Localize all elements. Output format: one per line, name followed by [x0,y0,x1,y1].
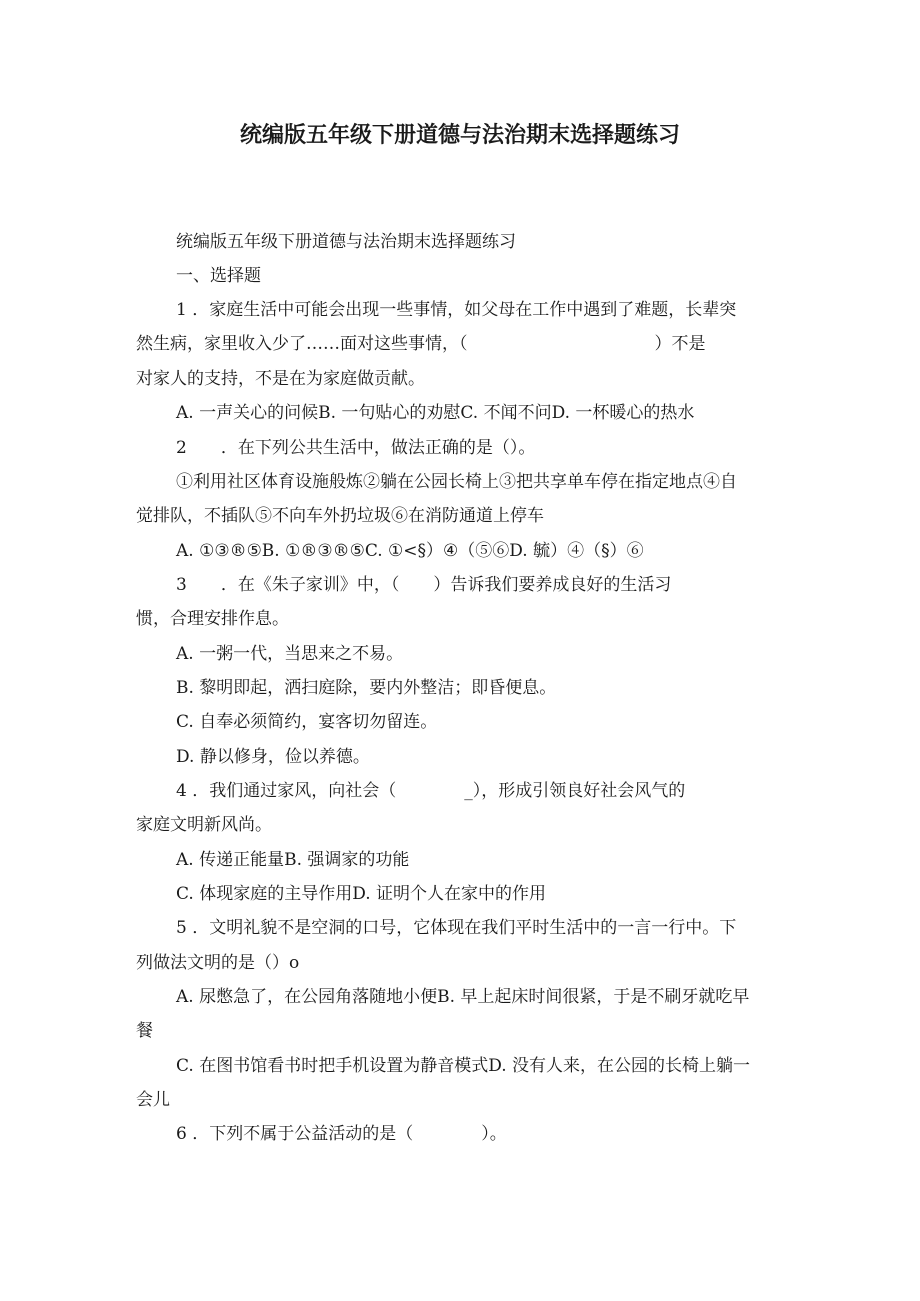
question-3-line-1: 3 ．在《朱子家训》中，（ ）告诉我们要养成良好的生活习 [176,575,672,595]
doc-subtitle: 统编版五年级下册道德与法治期末选择题练习 [176,232,516,252]
question-2-options: A. ①③®⑤B. ①®③®⑤C. ①<§）④（⑤⑥D. 毓）④（§）⑥ [176,541,644,561]
question-2-line-2: ①利用社区体育设施般炼②躺在公园长椅上③把共享单车停在指定地点④自 [176,472,737,492]
question-2-line-3: 觉排队，不插队⑤不向车外扔垃圾⑥在消防通道上停车 [136,506,544,526]
question-3-option-b: B. 黎明即起，洒扫庭除，要内外整洁；即昏便息。 [176,678,557,698]
question-1-line-2: 然生病，家里收入少了……面对这些事情，（ ）不是 [136,334,706,354]
question-5-options-cd: C. 在图书馆看书时把手机设置为静音模式D. 没有人来，在公园的长椅上躺一 [176,1056,751,1076]
question-3-option-a: A. 一粥一代，当思来之不易。 [176,644,404,664]
section-heading: 一、选择题 [176,266,261,286]
question-2-line-1: 2 ．在下列公共生活中，做法正确的是（）。 [176,438,536,458]
question-6-line-1: 6 ．下列不属于公益活动的是（ ）。 [176,1124,507,1144]
question-5-options-cd-wrap: 会儿 [136,1090,170,1110]
question-5-options-ab: A. 尿憋急了，在公园角落随地小便B. 早上起床时间很紧，于是不刷牙就吃早 [176,987,750,1007]
question-5-line-2: 列做法文明的是（）o [136,953,300,973]
question-1-options: A. 一声关心的问候B. 一句贴心的劝慰C. 不闻不问D. 一杯暖心的热水 [176,403,695,423]
question-1-line-1: 1 ．家庭生活中可能会出现一些事情，如父母在工作中遇到了难题，长辈突 [176,300,737,320]
question-5-line-1: 5 ．文明礼貌不是空洞的口号，它体现在我们平时生活中的一言一行中。下 [176,918,737,938]
question-3-option-d: D. 静以修身，俭以养德。 [176,747,370,767]
question-4-line-1: 4 ．我们通过家风，向社会（ _），形成引领良好社会风气的 [176,781,686,801]
question-4-options-ab: A. 传递正能量B. 强调家的功能 [176,850,410,870]
question-3-line-2: 惯，合理安排作息。 [136,609,289,629]
question-5-options-ab-wrap: 餐 [136,1021,153,1041]
question-4-line-2: 家庭文明新风尚。 [136,815,272,835]
question-3-option-c: C. 自奉必须简约，宴客切勿留连。 [176,712,438,732]
question-1-line-3: 对家人的支持，不是在为家庭做贡献。 [136,369,425,389]
page-title: 统编版五年级下册道德与法治期末选择题练习 [239,123,680,148]
question-4-options-cd: C. 体现家庭的主导作用D. 证明个人在家中的作用 [176,884,547,904]
